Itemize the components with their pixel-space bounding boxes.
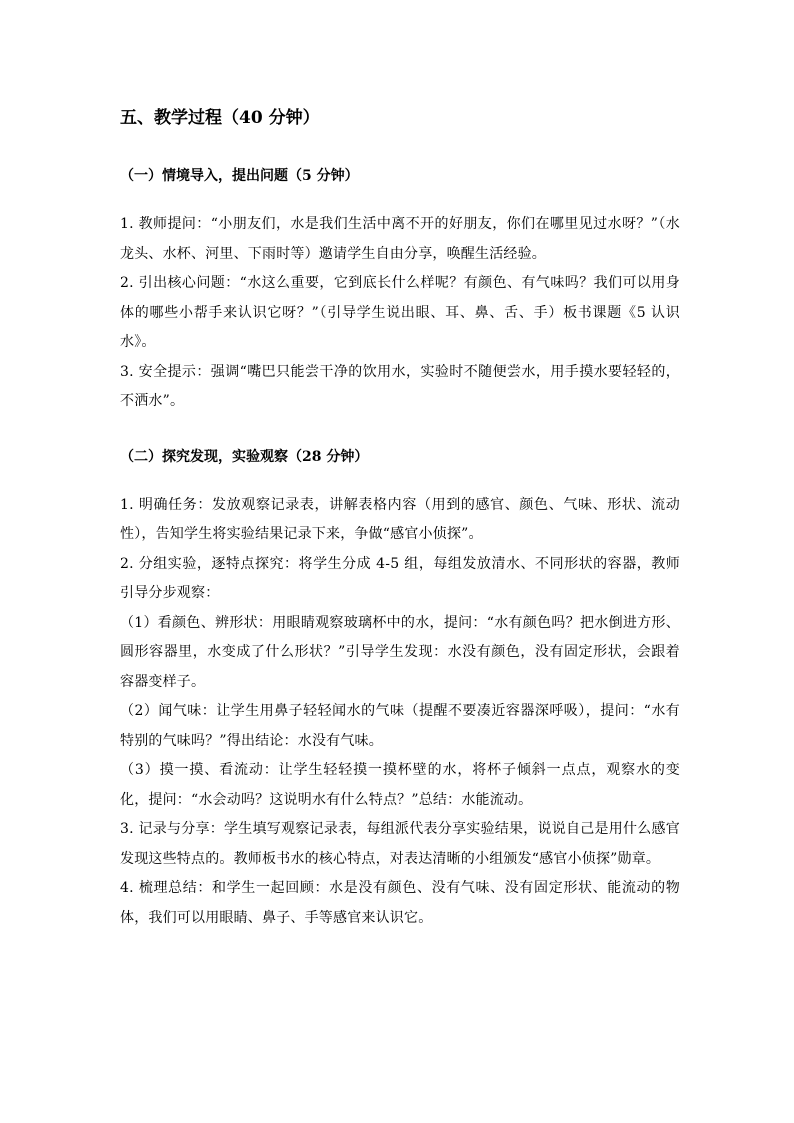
paragraph: 1. 明确任务：发放观察记录表，讲解表格内容（用到的感官、颜色、气味、形状、流动性），告知学生将实验结果记录下来，争做“感官小侦探”。 [120,496,680,542]
paragraph: （1）看颜色、辨形状：用眼睛观察玻璃杯中的水，提问：“水有颜色吗？把水倒进方形、圆形容器里，水变成了什么形状？”引导学生发现：水没有颜色，没有固定形状，会跟着容器变样子。 [120,614,680,690]
main-heading: 五、教学过程（40 分钟） [120,108,320,128]
paragraph: 2. 引出核心问题：“水这么重要，它到底长什么样呢？有颜色、有气味吗？我们可以用身体的哪些小帮手来认识它呀？”（引导学生说出眼、耳、鼻、舌、手）板书课题《5 认识水》。 [120,275,680,350]
paragraph: 2. 分组实验，逐特点探究：将学生分成 4-5 组，每组发放清水、不同形状的容器，教师引导分步观察： [120,555,680,601]
section-heading: （一）情境导入，提出问题（5 分钟） [120,168,359,184]
paragraph: （3）摸一摸、看流动：让学生轻轻摸一摸杯壁的水，将杯子倾斜一点点，观察水的变化，提问：“水会动吗？这说明水有什么特点？”总结：水能流动。 [120,762,680,808]
paragraph: （2）闻气味：让学生用鼻子轻轻闻水的气味（提醒不要凑近容器深呼吸），提问：“水有特别的气味吗？”得出结论：水没有气味。 [120,703,680,749]
paragraph: 1. 教师提问：“小朋友们，水是我们生活中离不开的好朋友，你们在哪里见过水呀？”（水龙头、水杯、河里、下雨时等）邀请学生自由分享，唤醒生活经验。 [120,216,680,262]
section-heading: （二）探究发现，实验观察（28 分钟） [120,448,369,465]
paragraph: 4. 梳理总结：和学生一起回顾：水是没有颜色、没有气味、没有固定形状、能流动的物体，我们可以用眼睛、鼻子、手等感官来认识它。 [120,880,680,926]
section-situation-intro [120,164,680,417]
paragraph: 3. 安全提示：强调“嘴巴只能尝干净的饮用水，实验时不随便尝水，用手摸水要轻轻的，不洒水”。 [120,363,680,409]
paragraph: 3. 记录与分享：学生填写观察记录表，每组派代表分享实验结果，说说自己是用什么感官发现这些特点的。教师板书水的核心特点，对表达清晰的小组颁发“感官小侦探”勋章。 [120,821,680,867]
document-content [120,104,680,961]
section-exploration [120,445,680,934]
